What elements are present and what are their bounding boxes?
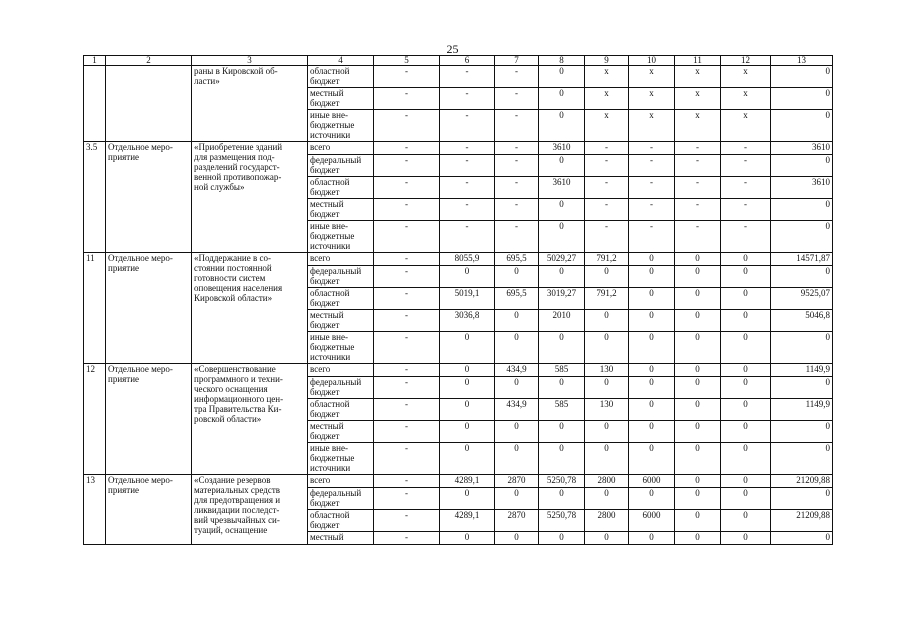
value-cell: x bbox=[585, 110, 629, 142]
value-cell: 0 bbox=[771, 443, 833, 475]
value-cell: 0 bbox=[539, 155, 585, 177]
value-cell: 4289,1 bbox=[440, 475, 495, 488]
funding-source: иные вне- бюджетные источники bbox=[308, 110, 374, 142]
header-row bbox=[84, 56, 833, 66]
value-cell: 5046,8 bbox=[771, 310, 833, 332]
value-cell: 5250,78 bbox=[539, 510, 585, 532]
value-cell: 0 bbox=[539, 110, 585, 142]
funding-source: местный bbox=[308, 532, 374, 545]
header-cell-6: 6 bbox=[440, 56, 495, 66]
value-cell: - bbox=[629, 142, 675, 155]
value-cell: 0 bbox=[771, 377, 833, 399]
value-cell: 0 bbox=[539, 199, 585, 221]
value-cell: 0 bbox=[539, 488, 585, 510]
value-cell: - bbox=[495, 177, 539, 199]
header-cell-5: 5 bbox=[374, 56, 440, 66]
value-cell: 0 bbox=[675, 510, 721, 532]
value-cell: 0 bbox=[771, 421, 833, 443]
value-cell: - bbox=[585, 155, 629, 177]
value-cell: 2800 bbox=[585, 475, 629, 488]
value-cell: 0 bbox=[629, 399, 675, 421]
value-cell: 0 bbox=[629, 488, 675, 510]
value-cell: 0 bbox=[495, 332, 539, 364]
value-cell: 0 bbox=[771, 199, 833, 221]
value-cell: 0 bbox=[585, 443, 629, 475]
value-cell: - bbox=[629, 221, 675, 253]
value-cell: 0 bbox=[440, 266, 495, 288]
value-cell: 0 bbox=[771, 66, 833, 88]
value-cell: - bbox=[374, 364, 440, 377]
value-cell: - bbox=[495, 88, 539, 110]
funding-source: местный бюджет bbox=[308, 88, 374, 110]
value-cell: - bbox=[721, 221, 771, 253]
value-cell: 3610 bbox=[539, 142, 585, 155]
value-cell: - bbox=[374, 510, 440, 532]
value-cell: 0 bbox=[629, 377, 675, 399]
value-cell: 0 bbox=[771, 332, 833, 364]
value-cell: 0 bbox=[675, 377, 721, 399]
value-cell: 3610 bbox=[771, 177, 833, 199]
measure-name: «Совершенствование программного и техни- ческого оснащения информационного цен- тра Правительства Ки- ровской области» bbox=[192, 364, 308, 475]
value-cell: - bbox=[495, 221, 539, 253]
value-cell: 0 bbox=[585, 377, 629, 399]
value-cell: 130 bbox=[585, 399, 629, 421]
value-cell: 0 bbox=[721, 310, 771, 332]
value-cell: 0 bbox=[539, 88, 585, 110]
header-cell-4: 4 bbox=[308, 56, 374, 66]
value-cell: 0 bbox=[585, 421, 629, 443]
value-cell: - bbox=[721, 177, 771, 199]
funding-source: всего bbox=[308, 475, 374, 488]
funding-source: федеральный бюджет bbox=[308, 155, 374, 177]
value-cell: x bbox=[675, 66, 721, 88]
value-cell: 0 bbox=[585, 532, 629, 545]
value-cell: x bbox=[721, 110, 771, 142]
value-cell: - bbox=[374, 142, 440, 155]
value-cell: - bbox=[374, 443, 440, 475]
value-cell: 5019,1 bbox=[440, 288, 495, 310]
measure-type: Отдельное меро- приятие bbox=[106, 364, 192, 475]
value-cell: 21209,88 bbox=[771, 510, 833, 532]
value-cell: 3610 bbox=[771, 142, 833, 155]
value-cell: - bbox=[495, 142, 539, 155]
value-cell: 791,2 bbox=[585, 288, 629, 310]
value-cell: - bbox=[374, 399, 440, 421]
value-cell: 0 bbox=[495, 532, 539, 545]
measure-type: Отдельное меро- приятие bbox=[106, 253, 192, 364]
value-cell: 0 bbox=[675, 443, 721, 475]
value-cell: x bbox=[675, 110, 721, 142]
value-cell: 3036,8 bbox=[440, 310, 495, 332]
funding-source: федеральный бюджет bbox=[308, 266, 374, 288]
funding-source: всего bbox=[308, 253, 374, 266]
value-cell: x bbox=[629, 66, 675, 88]
value-cell: - bbox=[495, 110, 539, 142]
measure-name: раны в Кировской об- ласти» bbox=[192, 66, 308, 142]
value-cell: 0 bbox=[495, 421, 539, 443]
value-cell: 1149,9 bbox=[771, 364, 833, 377]
funding-source: иные вне- бюджетные источники bbox=[308, 443, 374, 475]
value-cell: 0 bbox=[675, 310, 721, 332]
funding-source: всего bbox=[308, 364, 374, 377]
value-cell: 0 bbox=[721, 488, 771, 510]
value-cell: 0 bbox=[675, 421, 721, 443]
value-cell: 0 bbox=[585, 488, 629, 510]
value-cell: - bbox=[495, 155, 539, 177]
value-cell: 0 bbox=[675, 288, 721, 310]
value-cell: 0 bbox=[721, 364, 771, 377]
value-cell: - bbox=[629, 177, 675, 199]
value-cell: 0 bbox=[675, 488, 721, 510]
value-cell: - bbox=[374, 377, 440, 399]
value-cell: - bbox=[374, 199, 440, 221]
value-cell: 3610 bbox=[539, 177, 585, 199]
value-cell: 0 bbox=[539, 443, 585, 475]
value-cell: 0 bbox=[440, 488, 495, 510]
value-cell: 0 bbox=[539, 66, 585, 88]
header-cell-12: 12 bbox=[721, 56, 771, 66]
header-cell-7: 7 bbox=[495, 56, 539, 66]
funding-source: областной бюджет bbox=[308, 510, 374, 532]
value-cell: 0 bbox=[721, 288, 771, 310]
value-cell: 0 bbox=[721, 377, 771, 399]
value-cell: x bbox=[585, 66, 629, 88]
value-cell: 2010 bbox=[539, 310, 585, 332]
value-cell: 0 bbox=[629, 332, 675, 364]
value-cell: 0 bbox=[721, 253, 771, 266]
value-cell: 0 bbox=[771, 155, 833, 177]
value-cell: 21209,88 bbox=[771, 475, 833, 488]
measure-name: «Приобретение зданий для размещения под- разделений государст- венной противопожар- ной службы» bbox=[192, 142, 308, 253]
measure-type: Отдельное меро- приятие bbox=[106, 475, 192, 545]
value-cell: - bbox=[440, 88, 495, 110]
value-cell: 0 bbox=[585, 332, 629, 364]
value-cell: 0 bbox=[629, 266, 675, 288]
row-number: 3.5 bbox=[84, 142, 106, 253]
value-cell: 9525,07 bbox=[771, 288, 833, 310]
value-cell: 0 bbox=[629, 364, 675, 377]
table-row bbox=[84, 66, 833, 88]
value-cell: 0 bbox=[629, 310, 675, 332]
value-cell: 585 bbox=[539, 364, 585, 377]
value-cell: 0 bbox=[539, 332, 585, 364]
value-cell: - bbox=[374, 88, 440, 110]
value-cell: 0 bbox=[539, 266, 585, 288]
value-cell: - bbox=[675, 199, 721, 221]
value-cell: 0 bbox=[721, 443, 771, 475]
value-cell: 1149,9 bbox=[771, 399, 833, 421]
value-cell: 0 bbox=[629, 443, 675, 475]
value-cell: - bbox=[374, 110, 440, 142]
value-cell: 0 bbox=[771, 88, 833, 110]
value-cell: 0 bbox=[675, 266, 721, 288]
value-cell: 695,5 bbox=[495, 288, 539, 310]
value-cell: - bbox=[374, 421, 440, 443]
value-cell: - bbox=[675, 155, 721, 177]
value-cell: 0 bbox=[771, 221, 833, 253]
value-cell: - bbox=[374, 310, 440, 332]
value-cell: 0 bbox=[440, 421, 495, 443]
header-cell-2: 2 bbox=[106, 56, 192, 66]
value-cell: 14571,87 bbox=[771, 253, 833, 266]
measure-type: Отдельное меро- приятие bbox=[106, 142, 192, 253]
value-cell: 0 bbox=[440, 443, 495, 475]
value-cell: 0 bbox=[440, 332, 495, 364]
value-cell: 4289,1 bbox=[440, 510, 495, 532]
value-cell: 130 bbox=[585, 364, 629, 377]
value-cell: 0 bbox=[721, 421, 771, 443]
value-cell: 0 bbox=[495, 443, 539, 475]
value-cell: 0 bbox=[585, 310, 629, 332]
value-cell: 0 bbox=[675, 253, 721, 266]
value-cell: x bbox=[675, 88, 721, 110]
header-cell-10: 10 bbox=[629, 56, 675, 66]
value-cell: - bbox=[374, 177, 440, 199]
value-cell: 0 bbox=[539, 221, 585, 253]
value-cell: 0 bbox=[495, 488, 539, 510]
value-cell: - bbox=[374, 266, 440, 288]
table-row bbox=[84, 253, 833, 266]
header-cell-1: 1 bbox=[84, 56, 106, 66]
value-cell: 0 bbox=[495, 266, 539, 288]
funding-source: всего bbox=[308, 142, 374, 155]
value-cell: - bbox=[440, 177, 495, 199]
value-cell: 0 bbox=[721, 532, 771, 545]
value-cell: - bbox=[440, 110, 495, 142]
value-cell: - bbox=[374, 66, 440, 88]
header-cell-9: 9 bbox=[585, 56, 629, 66]
value-cell: - bbox=[585, 142, 629, 155]
value-cell: 0 bbox=[440, 364, 495, 377]
page-number: 25 bbox=[446, 42, 459, 56]
funding-source: областной бюджет bbox=[308, 66, 374, 88]
value-cell: - bbox=[721, 155, 771, 177]
value-cell: 0 bbox=[495, 310, 539, 332]
value-cell: 0 bbox=[721, 266, 771, 288]
row-number bbox=[84, 66, 106, 142]
value-cell: x bbox=[629, 88, 675, 110]
value-cell: 0 bbox=[675, 332, 721, 364]
header-cell-13: 13 bbox=[771, 56, 833, 66]
value-cell: 0 bbox=[771, 532, 833, 545]
value-cell: 6000 bbox=[629, 510, 675, 532]
value-cell: - bbox=[629, 199, 675, 221]
header-cell-3: 3 bbox=[192, 56, 308, 66]
funding-source: иные вне- бюджетные источники bbox=[308, 332, 374, 364]
value-cell: 0 bbox=[675, 475, 721, 488]
header-cell-8: 8 bbox=[539, 56, 585, 66]
value-cell: 5029,27 bbox=[539, 253, 585, 266]
value-cell: 0 bbox=[721, 399, 771, 421]
value-cell: - bbox=[721, 199, 771, 221]
funding-source: областной бюджет bbox=[308, 288, 374, 310]
value-cell: - bbox=[374, 332, 440, 364]
row-number: 11 bbox=[84, 253, 106, 364]
value-cell: - bbox=[440, 155, 495, 177]
value-cell: 0 bbox=[629, 253, 675, 266]
value-cell: 0 bbox=[771, 110, 833, 142]
value-cell: - bbox=[585, 199, 629, 221]
value-cell: - bbox=[675, 177, 721, 199]
value-cell: - bbox=[440, 221, 495, 253]
value-cell: 0 bbox=[440, 377, 495, 399]
value-cell: 0 bbox=[629, 421, 675, 443]
measure-name: «Создание резервов материальных средств для предотвращения и ликвидации последст- вий чрезвычайных си- туаций, оснащение bbox=[192, 475, 308, 545]
value-cell: - bbox=[495, 199, 539, 221]
value-cell: - bbox=[374, 488, 440, 510]
header-cell-11: 11 bbox=[675, 56, 721, 66]
funding-source: федеральный бюджет bbox=[308, 488, 374, 510]
value-cell: 0 bbox=[440, 532, 495, 545]
value-cell: - bbox=[675, 142, 721, 155]
value-cell: - bbox=[374, 221, 440, 253]
value-cell: - bbox=[585, 221, 629, 253]
value-cell: 2870 bbox=[495, 475, 539, 488]
value-cell: 0 bbox=[675, 364, 721, 377]
value-cell: 0 bbox=[721, 475, 771, 488]
value-cell: 0 bbox=[721, 510, 771, 532]
funding-source: местный бюджет bbox=[308, 199, 374, 221]
value-cell: 0 bbox=[539, 377, 585, 399]
value-cell: 0 bbox=[675, 399, 721, 421]
funding-source: федеральный бюджет bbox=[308, 377, 374, 399]
value-cell: - bbox=[440, 199, 495, 221]
funding-source: областной бюджет bbox=[308, 177, 374, 199]
value-cell: 0 bbox=[629, 532, 675, 545]
value-cell: - bbox=[585, 177, 629, 199]
value-cell: 434,9 bbox=[495, 364, 539, 377]
value-cell: 0 bbox=[495, 377, 539, 399]
value-cell: 434,9 bbox=[495, 399, 539, 421]
value-cell: 0 bbox=[629, 288, 675, 310]
budget-table bbox=[83, 55, 833, 545]
value-cell: 0 bbox=[585, 266, 629, 288]
value-cell: - bbox=[374, 532, 440, 545]
value-cell: x bbox=[721, 66, 771, 88]
value-cell: - bbox=[374, 475, 440, 488]
value-cell: 791,2 bbox=[585, 253, 629, 266]
value-cell: 585 bbox=[539, 399, 585, 421]
funding-source: местный бюджет bbox=[308, 310, 374, 332]
value-cell: 0 bbox=[539, 421, 585, 443]
value-cell: 0 bbox=[539, 532, 585, 545]
value-cell: - bbox=[440, 66, 495, 88]
value-cell: - bbox=[629, 155, 675, 177]
value-cell: 0 bbox=[771, 266, 833, 288]
value-cell: x bbox=[721, 88, 771, 110]
value-cell: 0 bbox=[440, 399, 495, 421]
table-row bbox=[84, 475, 833, 488]
value-cell: - bbox=[495, 66, 539, 88]
measure-type bbox=[106, 66, 192, 142]
value-cell: 0 bbox=[771, 488, 833, 510]
table-body bbox=[84, 56, 833, 545]
value-cell: 6000 bbox=[629, 475, 675, 488]
value-cell: 0 bbox=[675, 532, 721, 545]
value-cell: 3019,27 bbox=[539, 288, 585, 310]
value-cell: 5250,78 bbox=[539, 475, 585, 488]
value-cell: 0 bbox=[721, 332, 771, 364]
row-number: 12 bbox=[84, 364, 106, 475]
value-cell: - bbox=[721, 142, 771, 155]
table-row bbox=[84, 364, 833, 377]
funding-source: иные вне- бюджетные источники bbox=[308, 221, 374, 253]
value-cell: - bbox=[374, 288, 440, 310]
value-cell: x bbox=[585, 88, 629, 110]
table-row bbox=[84, 142, 833, 155]
value-cell: 2800 bbox=[585, 510, 629, 532]
funding-source: местный бюджет bbox=[308, 421, 374, 443]
value-cell: - bbox=[374, 155, 440, 177]
value-cell: x bbox=[629, 110, 675, 142]
value-cell: 2870 bbox=[495, 510, 539, 532]
measure-name: «Поддержание в со- стоянии постоянной готовности систем оповещения населения Кировской области» bbox=[192, 253, 308, 364]
value-cell: 8055,9 bbox=[440, 253, 495, 266]
funding-source: областной бюджет bbox=[308, 399, 374, 421]
value-cell: 695,5 bbox=[495, 253, 539, 266]
value-cell: - bbox=[374, 253, 440, 266]
value-cell: - bbox=[675, 221, 721, 253]
value-cell: - bbox=[440, 142, 495, 155]
row-number: 13 bbox=[84, 475, 106, 545]
